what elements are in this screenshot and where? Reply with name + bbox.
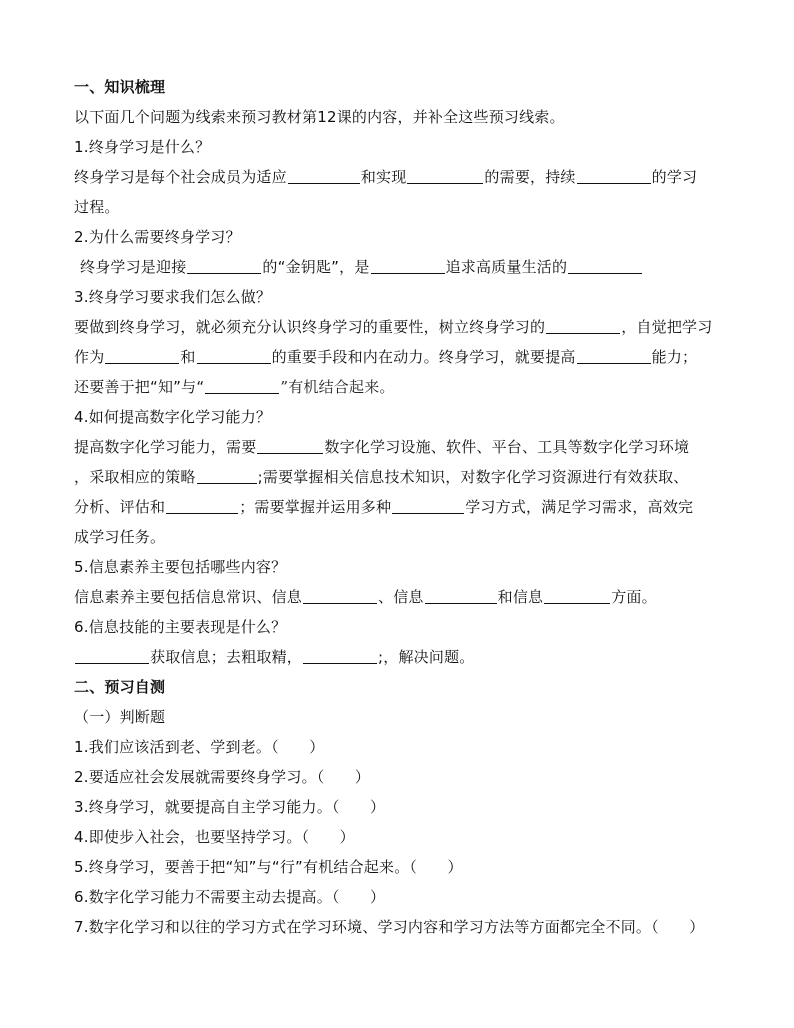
fill-blank[interactable] xyxy=(197,465,257,484)
true-false-item-6: 6.数字化学习能力不需要主动去提高。（ ） xyxy=(74,888,386,906)
text-fragment: 追求高质量生活的 xyxy=(445,258,568,276)
subsection-true-false: （一）判断题 xyxy=(74,708,166,726)
fill-blank[interactable] xyxy=(371,255,445,274)
text-fragment: 作为 xyxy=(74,348,105,366)
text-fragment: 能力； xyxy=(651,348,698,366)
text-fragment: ；需要掌握并运用多种 xyxy=(239,498,392,516)
question-4-title: 4.如何提高数字化学习能力？ xyxy=(74,408,272,426)
question-4-line-2 xyxy=(74,462,720,492)
section-heading-self-test: 二、预习自测 xyxy=(74,678,166,696)
true-false-item-1: 1.我们应该活到老、学到老。（ ） xyxy=(74,738,325,756)
fill-blank[interactable] xyxy=(546,315,620,334)
question-5-title: 5.信息素养主要包括哪些内容？ xyxy=(74,558,287,576)
question-5-line-1 xyxy=(74,582,720,612)
true-false-item-4: 4.即使步入社会，也要坚持学习。（ ） xyxy=(74,828,355,846)
text-fragment: ;，解决问题。 xyxy=(378,648,475,666)
text-fragment: 、信息 xyxy=(378,588,424,606)
text-fragment: ，采取相应的策略 xyxy=(74,468,196,486)
fill-blank[interactable] xyxy=(105,345,179,364)
text-fragment: 方面。 xyxy=(611,588,657,606)
text-fragment: ，自觉把学习 xyxy=(621,318,713,336)
fill-blank[interactable] xyxy=(425,585,497,604)
true-false-item-2: 2.要适应社会发展就需要终身学习。（ ） xyxy=(74,768,371,786)
text-fragment: 学习方式，满足学习需求，高效完 xyxy=(465,498,694,516)
question-4-line-3 xyxy=(74,492,720,522)
text-fragment: 终身学习是每个社会成员为适应 xyxy=(74,168,287,186)
question-4-line-4: 成学习任务。 xyxy=(74,528,166,546)
fill-blank[interactable] xyxy=(407,165,483,184)
question-3-line-1 xyxy=(74,312,720,342)
fill-blank[interactable] xyxy=(288,165,360,184)
fill-blank[interactable] xyxy=(197,345,271,364)
fill-blank[interactable] xyxy=(577,345,651,364)
text-fragment: 和信息 xyxy=(497,588,544,606)
question-6-title: 6.信息技能的主要表现是什么？ xyxy=(74,618,287,636)
fill-blank[interactable] xyxy=(205,375,279,394)
section-heading-knowledge: 一、知识梳理 xyxy=(74,78,166,96)
text-fragment: 获取信息；去粗取精， xyxy=(150,648,303,666)
question-6-line-1 xyxy=(74,642,720,672)
question-3-title: 3.终身学习要求我们怎么做？ xyxy=(74,288,272,306)
text-fragment: 的“金钥匙”，是 xyxy=(262,258,370,276)
question-3-line-2 xyxy=(74,342,720,372)
true-false-item-3: 3.终身学习，就要提高自主学习能力。（ ） xyxy=(74,798,386,816)
question-3-line-3 xyxy=(74,372,720,402)
fill-blank[interactable] xyxy=(392,495,464,514)
intro-text: 以下面几个问题为线索来预习教材第12课的内容，并补全这些预习线索。 xyxy=(74,108,565,126)
fill-blank[interactable] xyxy=(544,585,610,604)
question-1-line-2: 过程。 xyxy=(74,198,120,216)
question-2-title: 2.为什么需要终身学习？ xyxy=(74,228,241,246)
fill-blank[interactable] xyxy=(166,495,238,514)
text-fragment: ”有机结合起来。 xyxy=(280,378,395,396)
true-false-item-7: 7.数字化学习和以往的学习方式在学习环境、学习内容和学习方法等方面都完全不同。（ ） xyxy=(74,918,705,936)
text-fragment: 的重要手段和内在动力。终身学习，就要提高 xyxy=(271,348,576,366)
question-1-line-1 xyxy=(74,162,720,192)
text-fragment: 和 xyxy=(180,348,196,366)
text-fragment: 和实现 xyxy=(360,168,407,186)
fill-blank[interactable] xyxy=(568,255,642,274)
text-fragment: ;需要掌握相关信息技术知识，对数字化学习资源进行有效获取、 xyxy=(257,468,689,486)
text-fragment: 数字化学习设施、软件、平台、工具等数字化学习环境 xyxy=(324,438,690,456)
fill-blank[interactable] xyxy=(303,585,377,604)
fill-blank[interactable] xyxy=(577,165,651,184)
fill-blank[interactable] xyxy=(75,645,149,664)
text-fragment: 分析、评估和 xyxy=(74,498,166,516)
question-2-line-1 xyxy=(74,252,720,282)
fill-blank[interactable] xyxy=(303,645,377,664)
text-fragment: 信息素养主要包括信息常识、信息 xyxy=(74,588,303,606)
question-1-title: 1.终身学习是什么？ xyxy=(74,138,211,156)
text-fragment: 提高数字化学习能力，需要 xyxy=(74,438,257,456)
text-fragment: 要做到终身学习，就必须充分认识终身学习的重要性，树立终身学习的 xyxy=(74,318,546,336)
text-fragment: 终身学习是迎接 xyxy=(80,258,187,276)
text-fragment: 的学习 xyxy=(651,168,698,186)
fill-blank[interactable] xyxy=(187,255,261,274)
fill-blank[interactable] xyxy=(257,435,323,454)
question-4-line-1 xyxy=(74,432,720,462)
true-false-item-5: 5.终身学习，要善于把“知”与“行”有机结合起来。（ ） xyxy=(74,858,463,876)
text-fragment: 的需要，持续 xyxy=(484,168,576,186)
text-fragment: 还要善于把“知”与“ xyxy=(74,378,205,396)
